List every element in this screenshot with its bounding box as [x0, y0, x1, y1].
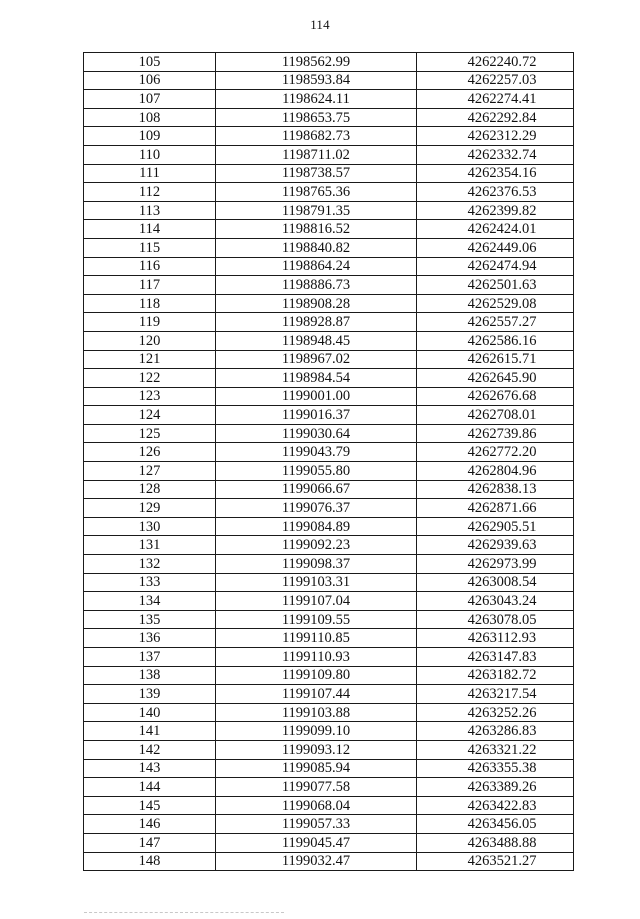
table-row [84, 53, 574, 72]
point-number-cell: 120 [84, 331, 216, 350]
x-coordinate-cell: 1198864.24 [216, 257, 417, 276]
y-coordinate-cell: 4262905.51 [417, 517, 574, 536]
y-coordinate-cell: 4262354.16 [417, 164, 574, 183]
table-row [84, 369, 574, 388]
table-row [84, 833, 574, 852]
point-number-cell: 148 [84, 852, 216, 871]
point-number-cell: 110 [84, 145, 216, 164]
y-coordinate-cell: 4263182.72 [417, 666, 574, 685]
x-coordinate-cell: 1198908.28 [216, 294, 417, 313]
x-coordinate-cell: 1198711.02 [216, 145, 417, 164]
page-number: 114 [310, 17, 330, 32]
point-number-cell: 108 [84, 108, 216, 127]
table-row [84, 127, 574, 146]
y-coordinate-cell: 4262557.27 [417, 313, 574, 332]
x-coordinate-cell: 1199030.64 [216, 424, 417, 443]
point-number-cell: 137 [84, 648, 216, 667]
x-coordinate-cell: 1198886.73 [216, 276, 417, 295]
x-coordinate-cell: 1199110.93 [216, 648, 417, 667]
y-coordinate-cell: 4263286.83 [417, 722, 574, 741]
y-coordinate-cell: 4262240.72 [417, 53, 574, 72]
x-coordinate-cell: 1199043.79 [216, 443, 417, 462]
x-coordinate-cell: 1199103.88 [216, 703, 417, 722]
point-number-cell: 145 [84, 796, 216, 815]
y-coordinate-cell: 4263078.05 [417, 610, 574, 629]
table-row [84, 852, 574, 871]
footer-divider [84, 912, 284, 913]
point-number-cell: 123 [84, 387, 216, 406]
point-number-cell: 133 [84, 573, 216, 592]
x-coordinate-cell: 1198840.82 [216, 238, 417, 257]
point-number-cell: 127 [84, 462, 216, 481]
y-coordinate-cell: 4263112.93 [417, 629, 574, 648]
x-coordinate-cell: 1199045.47 [216, 833, 417, 852]
x-coordinate-cell: 1199085.94 [216, 759, 417, 778]
y-coordinate-cell: 4263521.27 [417, 852, 574, 871]
table-row [84, 629, 574, 648]
point-number-cell: 117 [84, 276, 216, 295]
y-coordinate-cell: 4262376.53 [417, 183, 574, 202]
table-row [84, 108, 574, 127]
table-row [84, 573, 574, 592]
point-number-cell: 106 [84, 71, 216, 90]
table-row [84, 778, 574, 797]
table-row [84, 183, 574, 202]
x-coordinate-cell: 1199084.89 [216, 517, 417, 536]
x-coordinate-cell: 1198928.87 [216, 313, 417, 332]
point-number-cell: 134 [84, 592, 216, 611]
y-coordinate-cell: 4262739.86 [417, 424, 574, 443]
point-number-cell: 107 [84, 90, 216, 109]
table-row [84, 499, 574, 518]
y-coordinate-cell: 4262772.20 [417, 443, 574, 462]
point-number-cell: 147 [84, 833, 216, 852]
x-coordinate-cell: 1198765.36 [216, 183, 417, 202]
y-coordinate-cell: 4262312.29 [417, 127, 574, 146]
point-number-cell: 129 [84, 499, 216, 518]
point-number-cell: 115 [84, 238, 216, 257]
x-coordinate-cell: 1199092.23 [216, 536, 417, 555]
y-coordinate-cell: 4262449.06 [417, 238, 574, 257]
coordinate-table [83, 52, 574, 871]
table-row [84, 257, 574, 276]
x-coordinate-cell: 1198984.54 [216, 369, 417, 388]
x-coordinate-cell: 1199066.67 [216, 480, 417, 499]
table-row [84, 703, 574, 722]
y-coordinate-cell: 4262838.13 [417, 480, 574, 499]
table-row [84, 443, 574, 462]
x-coordinate-cell: 1199016.37 [216, 406, 417, 425]
y-coordinate-cell: 4263252.26 [417, 703, 574, 722]
table-row [84, 666, 574, 685]
point-number-cell: 130 [84, 517, 216, 536]
table-row [84, 294, 574, 313]
point-number-cell: 113 [84, 201, 216, 220]
point-number-cell: 128 [84, 480, 216, 499]
x-coordinate-cell: 1198653.75 [216, 108, 417, 127]
table-row [84, 164, 574, 183]
y-coordinate-cell: 4262871.66 [417, 499, 574, 518]
table-row [84, 387, 574, 406]
y-coordinate-cell: 4262399.82 [417, 201, 574, 220]
x-coordinate-cell: 1199109.80 [216, 666, 417, 685]
y-coordinate-cell: 4263043.24 [417, 592, 574, 611]
point-number-cell: 112 [84, 183, 216, 202]
y-coordinate-cell: 4262645.90 [417, 369, 574, 388]
point-number-cell: 126 [84, 443, 216, 462]
table-row [84, 424, 574, 443]
x-coordinate-cell: 1199055.80 [216, 462, 417, 481]
table-row [84, 796, 574, 815]
point-number-cell: 140 [84, 703, 216, 722]
point-number-cell: 138 [84, 666, 216, 685]
y-coordinate-cell: 4263147.83 [417, 648, 574, 667]
y-coordinate-cell: 4262676.68 [417, 387, 574, 406]
point-number-cell: 105 [84, 53, 216, 72]
y-coordinate-cell: 4262586.16 [417, 331, 574, 350]
table-row [84, 685, 574, 704]
x-coordinate-cell: 1199107.44 [216, 685, 417, 704]
x-coordinate-cell: 1199057.33 [216, 815, 417, 834]
point-number-cell: 109 [84, 127, 216, 146]
x-coordinate-cell: 1199077.58 [216, 778, 417, 797]
x-coordinate-cell: 1199098.37 [216, 555, 417, 574]
table-row [84, 592, 574, 611]
table-row [84, 759, 574, 778]
table-row [84, 238, 574, 257]
x-coordinate-cell: 1199103.31 [216, 573, 417, 592]
table-row [84, 313, 574, 332]
y-coordinate-cell: 4262615.71 [417, 350, 574, 369]
table-row [84, 462, 574, 481]
table-row [84, 406, 574, 425]
x-coordinate-cell: 1198682.73 [216, 127, 417, 146]
point-number-cell: 132 [84, 555, 216, 574]
table-row [84, 480, 574, 499]
point-number-cell: 121 [84, 350, 216, 369]
table-row [84, 722, 574, 741]
y-coordinate-cell: 4262501.63 [417, 276, 574, 295]
y-coordinate-cell: 4262474.94 [417, 257, 574, 276]
point-number-cell: 136 [84, 629, 216, 648]
x-coordinate-cell: 1198738.57 [216, 164, 417, 183]
y-coordinate-cell: 4263321.22 [417, 740, 574, 759]
point-number-cell: 135 [84, 610, 216, 629]
table-row [84, 536, 574, 555]
x-coordinate-cell: 1199001.00 [216, 387, 417, 406]
point-number-cell: 111 [84, 164, 216, 183]
point-number-cell: 124 [84, 406, 216, 425]
y-coordinate-cell: 4262257.03 [417, 71, 574, 90]
x-coordinate-cell: 1199110.85 [216, 629, 417, 648]
table-row [84, 331, 574, 350]
table-row [84, 555, 574, 574]
point-number-cell: 116 [84, 257, 216, 276]
x-coordinate-cell: 1198624.11 [216, 90, 417, 109]
x-coordinate-cell: 1199032.47 [216, 852, 417, 871]
point-number-cell: 131 [84, 536, 216, 555]
point-number-cell: 114 [84, 220, 216, 239]
table-row [84, 350, 574, 369]
y-coordinate-cell: 4262274.41 [417, 90, 574, 109]
point-number-cell: 144 [84, 778, 216, 797]
table-row [84, 201, 574, 220]
table-row [84, 90, 574, 109]
table-row [84, 145, 574, 164]
x-coordinate-cell: 1198791.35 [216, 201, 417, 220]
x-coordinate-cell: 1199068.04 [216, 796, 417, 815]
point-number-cell: 143 [84, 759, 216, 778]
y-coordinate-cell: 4262292.84 [417, 108, 574, 127]
y-coordinate-cell: 4263422.83 [417, 796, 574, 815]
y-coordinate-cell: 4263389.26 [417, 778, 574, 797]
x-coordinate-cell: 1198816.52 [216, 220, 417, 239]
y-coordinate-cell: 4263456.05 [417, 815, 574, 834]
x-coordinate-cell: 1198593.84 [216, 71, 417, 90]
table-row [84, 517, 574, 536]
x-coordinate-cell: 1198948.45 [216, 331, 417, 350]
table-row [84, 740, 574, 759]
x-coordinate-cell: 1199076.37 [216, 499, 417, 518]
point-number-cell: 122 [84, 369, 216, 388]
point-number-cell: 118 [84, 294, 216, 313]
table-row [84, 815, 574, 834]
point-number-cell: 142 [84, 740, 216, 759]
y-coordinate-cell: 4263355.38 [417, 759, 574, 778]
x-coordinate-cell: 1199093.12 [216, 740, 417, 759]
point-number-cell: 139 [84, 685, 216, 704]
y-coordinate-cell: 4262332.74 [417, 145, 574, 164]
y-coordinate-cell: 4262804.96 [417, 462, 574, 481]
y-coordinate-cell: 4262939.63 [417, 536, 574, 555]
y-coordinate-cell: 4263008.54 [417, 573, 574, 592]
point-number-cell: 141 [84, 722, 216, 741]
point-number-cell: 125 [84, 424, 216, 443]
y-coordinate-cell: 4262424.01 [417, 220, 574, 239]
table-row [84, 71, 574, 90]
y-coordinate-cell: 4262973.99 [417, 555, 574, 574]
table-row [84, 648, 574, 667]
table-row [84, 276, 574, 295]
coordinate-table-body [84, 53, 574, 871]
x-coordinate-cell: 1199099.10 [216, 722, 417, 741]
x-coordinate-cell: 1198562.99 [216, 53, 417, 72]
y-coordinate-cell: 4263488.88 [417, 833, 574, 852]
y-coordinate-cell: 4263217.54 [417, 685, 574, 704]
y-coordinate-cell: 4262529.08 [417, 294, 574, 313]
x-coordinate-cell: 1198967.02 [216, 350, 417, 369]
point-number-cell: 146 [84, 815, 216, 834]
x-coordinate-cell: 1199109.55 [216, 610, 417, 629]
table-row [84, 610, 574, 629]
x-coordinate-cell: 1199107.04 [216, 592, 417, 611]
y-coordinate-cell: 4262708.01 [417, 406, 574, 425]
table-row [84, 220, 574, 239]
point-number-cell: 119 [84, 313, 216, 332]
